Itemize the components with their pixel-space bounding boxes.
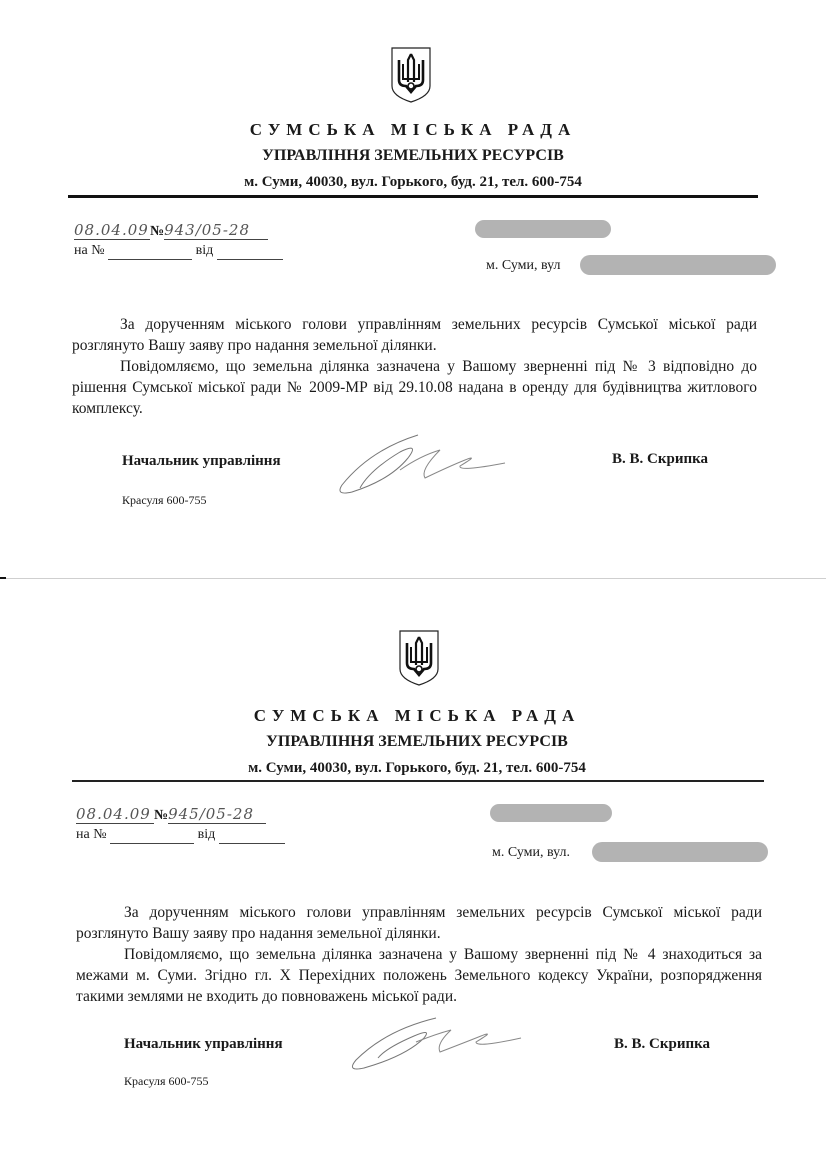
body-paragraph: За дорученням міського голови управлінням земельних ресурсів Сумської міської ради розглянуто Вашу заяву про надання земельної ділянки. xyxy=(72,316,757,354)
outgoing-number: 945/05-28 xyxy=(168,805,266,824)
body-paragraph: Повідомляємо, що земельна ділянка зазначена у Вашому зверненні під № 3 відповідно до рішення Сумської міської ради № 2009-МР від 29.10.08 надана в оренду для будівництва житлового комплексу. xyxy=(72,358,757,417)
reply-to-label: на № xyxy=(76,827,107,842)
body-paragraph: За дорученням міського голови управлінням земельних ресурсів Сумської міської ради розглянуто Вашу заяву про надання земельної ділянки. xyxy=(76,904,762,942)
signatory-title: Начальник управління xyxy=(124,1036,283,1052)
coat-of-arms-icon xyxy=(397,629,441,687)
council-name: СУМСЬКА МІСЬКА РАДА xyxy=(253,706,581,725)
letter-1 xyxy=(0,0,826,580)
letter-body xyxy=(76,902,762,1007)
reply-to-number-blank xyxy=(108,243,192,260)
redacted-recipient-street xyxy=(580,255,776,275)
number-sign: № xyxy=(150,224,165,239)
department-name: УПРАВЛІННЯ ЗЕМЕЛЬНИХ РЕСУРСІВ xyxy=(266,733,568,750)
signatory-title: Начальник управління xyxy=(122,453,281,469)
executor-contact: Красуля 600-755 xyxy=(124,1074,209,1088)
redacted-recipient-name xyxy=(490,804,612,822)
page-separator xyxy=(0,578,826,579)
department-address: м. Суми, 40030, вул. Горького, буд. 21, тел. 600-754 xyxy=(248,760,586,776)
from-label: від xyxy=(195,243,214,258)
body-paragraph: Повідомляємо, що земельна ділянка зазначена у Вашому зверненні під № 4 знаходиться за межами м. Суми. Згідно гл. Х Перехідних положень Земельного кодексу України, розпорядження такими землями не входить до повноважень міської ради. xyxy=(76,946,762,1005)
reply-to-number-blank xyxy=(110,827,194,844)
registration-line xyxy=(74,221,268,240)
handwritten-signature-icon xyxy=(330,430,530,500)
executor-contact: Красуля 600-755 xyxy=(122,493,207,507)
reply-reference-line xyxy=(76,827,285,844)
from-date-blank xyxy=(219,827,285,844)
letter-2 xyxy=(0,580,826,1169)
department-address: м. Суми, 40030, вул. Горького, буд. 21, тел. 600-754 xyxy=(244,174,582,190)
header-divider xyxy=(68,195,758,198)
letter-body xyxy=(72,314,757,419)
handwritten-signature-icon xyxy=(336,1012,536,1082)
redacted-recipient-name xyxy=(475,220,611,238)
from-label: від xyxy=(197,827,216,842)
reply-to-label: на № xyxy=(74,243,105,258)
number-sign: № xyxy=(154,808,169,823)
outgoing-date: 08.04.09 xyxy=(74,221,149,239)
from-date-blank xyxy=(217,243,283,260)
council-name: СУМСЬКА МІСЬКА РАДА xyxy=(249,120,577,139)
redacted-recipient-street xyxy=(592,842,768,862)
reply-reference-line xyxy=(74,243,283,260)
signatory-name: В. В. Скрипка xyxy=(614,1036,711,1052)
outgoing-date: 08.04.09 xyxy=(76,805,154,824)
registration-line xyxy=(76,805,266,824)
recipient-city-street: м. Суми, вул. xyxy=(492,845,571,860)
recipient-city-street: м. Суми, вул xyxy=(486,258,561,273)
signatory-name: В. В. Скрипка xyxy=(612,451,709,467)
coat-of-arms-icon xyxy=(389,46,433,104)
department-name: УПРАВЛІННЯ ЗЕМЕЛЬНИХ РЕСУРСІВ xyxy=(262,147,564,164)
outgoing-number: 943/05-28 xyxy=(164,221,268,240)
cut-mark xyxy=(0,577,6,579)
header-divider xyxy=(72,780,764,782)
